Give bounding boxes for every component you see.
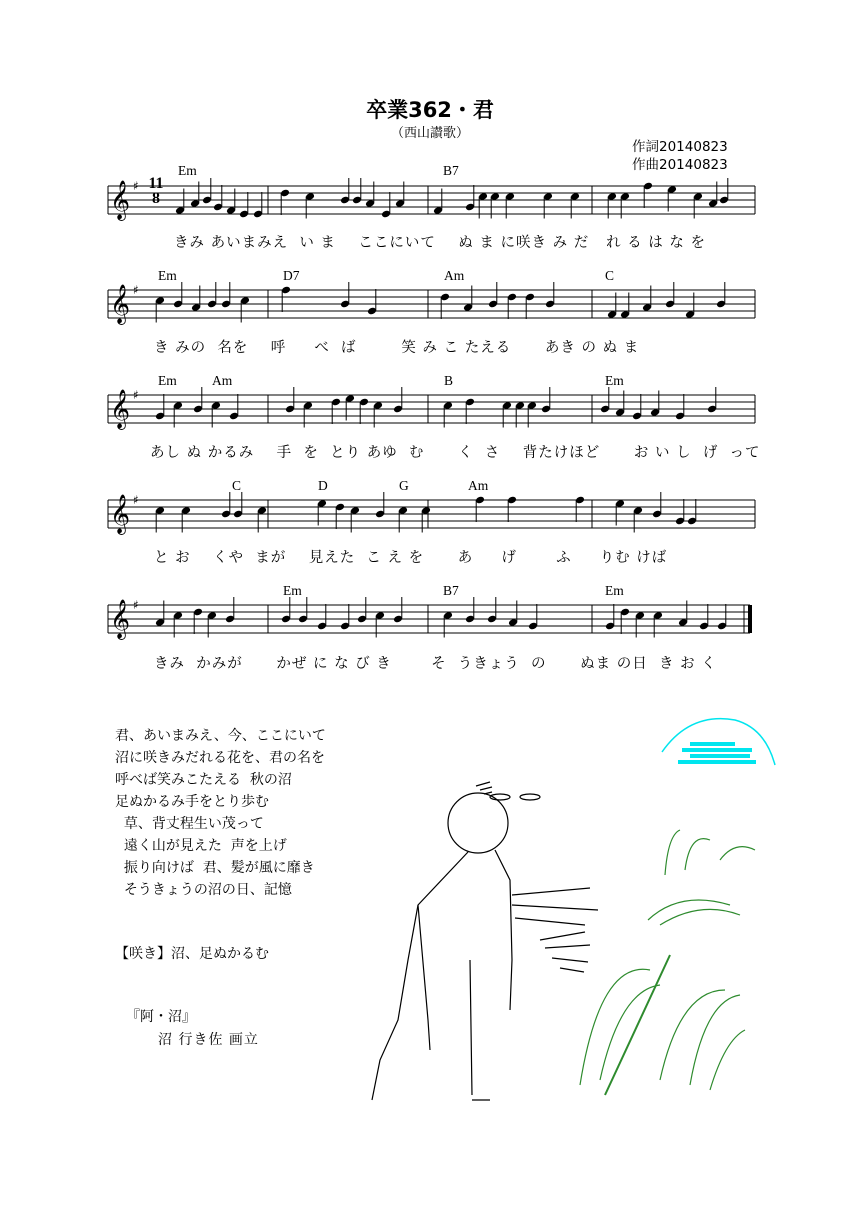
chord-symbol: D: [318, 478, 328, 493]
music-credit: 作曲20140823: [632, 157, 728, 173]
cloud-icon: [662, 719, 775, 765]
chord-symbol: Am: [212, 373, 233, 388]
chord-symbol: Em: [283, 583, 302, 598]
time-signature: [148, 176, 164, 206]
time-signature-denominator: 8: [152, 190, 160, 207]
chord-symbol: C: [605, 268, 615, 283]
song-title: 卒業362・君: [366, 98, 494, 122]
person-sketch: [372, 782, 598, 1100]
reference-title: 『阿・沼』: [126, 1009, 196, 1025]
poem-line: 遠く山が見えた 声を上げ: [115, 838, 287, 854]
poem-line: 足ぬかるみ手をとり歩む: [115, 794, 269, 810]
poem-note: 【咲き】沼、足ぬかるむ: [115, 946, 269, 962]
treble-clef-icon: 𝄞: [110, 389, 131, 429]
chord-symbol: B: [444, 373, 454, 388]
poem-line: 振り向けば 君、髪が風に靡き: [115, 860, 315, 876]
chord-symbol: G: [399, 478, 409, 493]
chord-symbol: Em: [605, 373, 624, 388]
chord-symbol: D7: [283, 268, 300, 283]
lyrics-line: きみ あいまみえ い ま ここにいて ぬ ま に咲き み だ れ る は な を: [174, 235, 707, 251]
lyrics-line: あし ぬ かるみ 手 を とり あゆ む く さ 背たけほど お い し げ って: [150, 445, 761, 461]
lyrics-line: きみ かみが かぜ に な び き そ うきょう の ぬま の日 き お く: [154, 656, 717, 672]
key-signature-sharp-icon: ♯: [133, 283, 139, 297]
treble-clef-icon: 𝄞: [110, 599, 131, 639]
poem-line: 君、あいまみえ、今、ここにいて: [115, 728, 326, 744]
lyrics-line: き みの 名を 呼 べ ば 笑 み こ たえる あき の ぬ ま: [154, 340, 640, 356]
chord-symbol: C: [232, 478, 242, 493]
time-signature-numerator: 11: [148, 175, 164, 192]
poem-line: 沼に咲きみだれる花を、君の名を: [115, 750, 325, 766]
treble-clef-icon: 𝄞: [110, 284, 131, 324]
treble-clef-icon: 𝄞: [110, 180, 131, 220]
song-subtitle: （西山讃歌）: [390, 126, 469, 141]
reference-body: 沼 行き佐 画立: [158, 1032, 259, 1048]
key-signature-sharp-icon: ♯: [133, 493, 139, 507]
chord-symbol: Em: [178, 163, 197, 178]
lyrics-line: と お くや まが 見えた こ え を あ げ ふ りむ けば: [154, 550, 668, 566]
grass-sketch: [580, 830, 755, 1095]
chord-symbol: B7: [443, 163, 459, 178]
key-signature-sharp-icon: ♯: [133, 598, 139, 612]
chord-symbol: B7: [443, 583, 459, 598]
chord-symbol: Am: [468, 478, 489, 493]
poem-line: 呼べば笑みこたえる 秋の沼: [115, 772, 292, 788]
chord-symbol: Em: [158, 268, 177, 283]
chord-symbol: Em: [158, 373, 177, 388]
key-signature-sharp-icon: ♯: [133, 388, 139, 402]
poem-line: そうきょうの沼の日、記憶: [115, 882, 292, 898]
key-signature-sharp-icon: ♯: [133, 179, 139, 193]
chord-symbol: Am: [444, 268, 465, 283]
treble-clef-icon: 𝄞: [110, 494, 131, 534]
poem-line: 草、背丈程生い茂って: [115, 816, 264, 832]
chord-symbol: Em: [605, 583, 624, 598]
lyrics-credit: 作詞20140823: [632, 139, 728, 155]
